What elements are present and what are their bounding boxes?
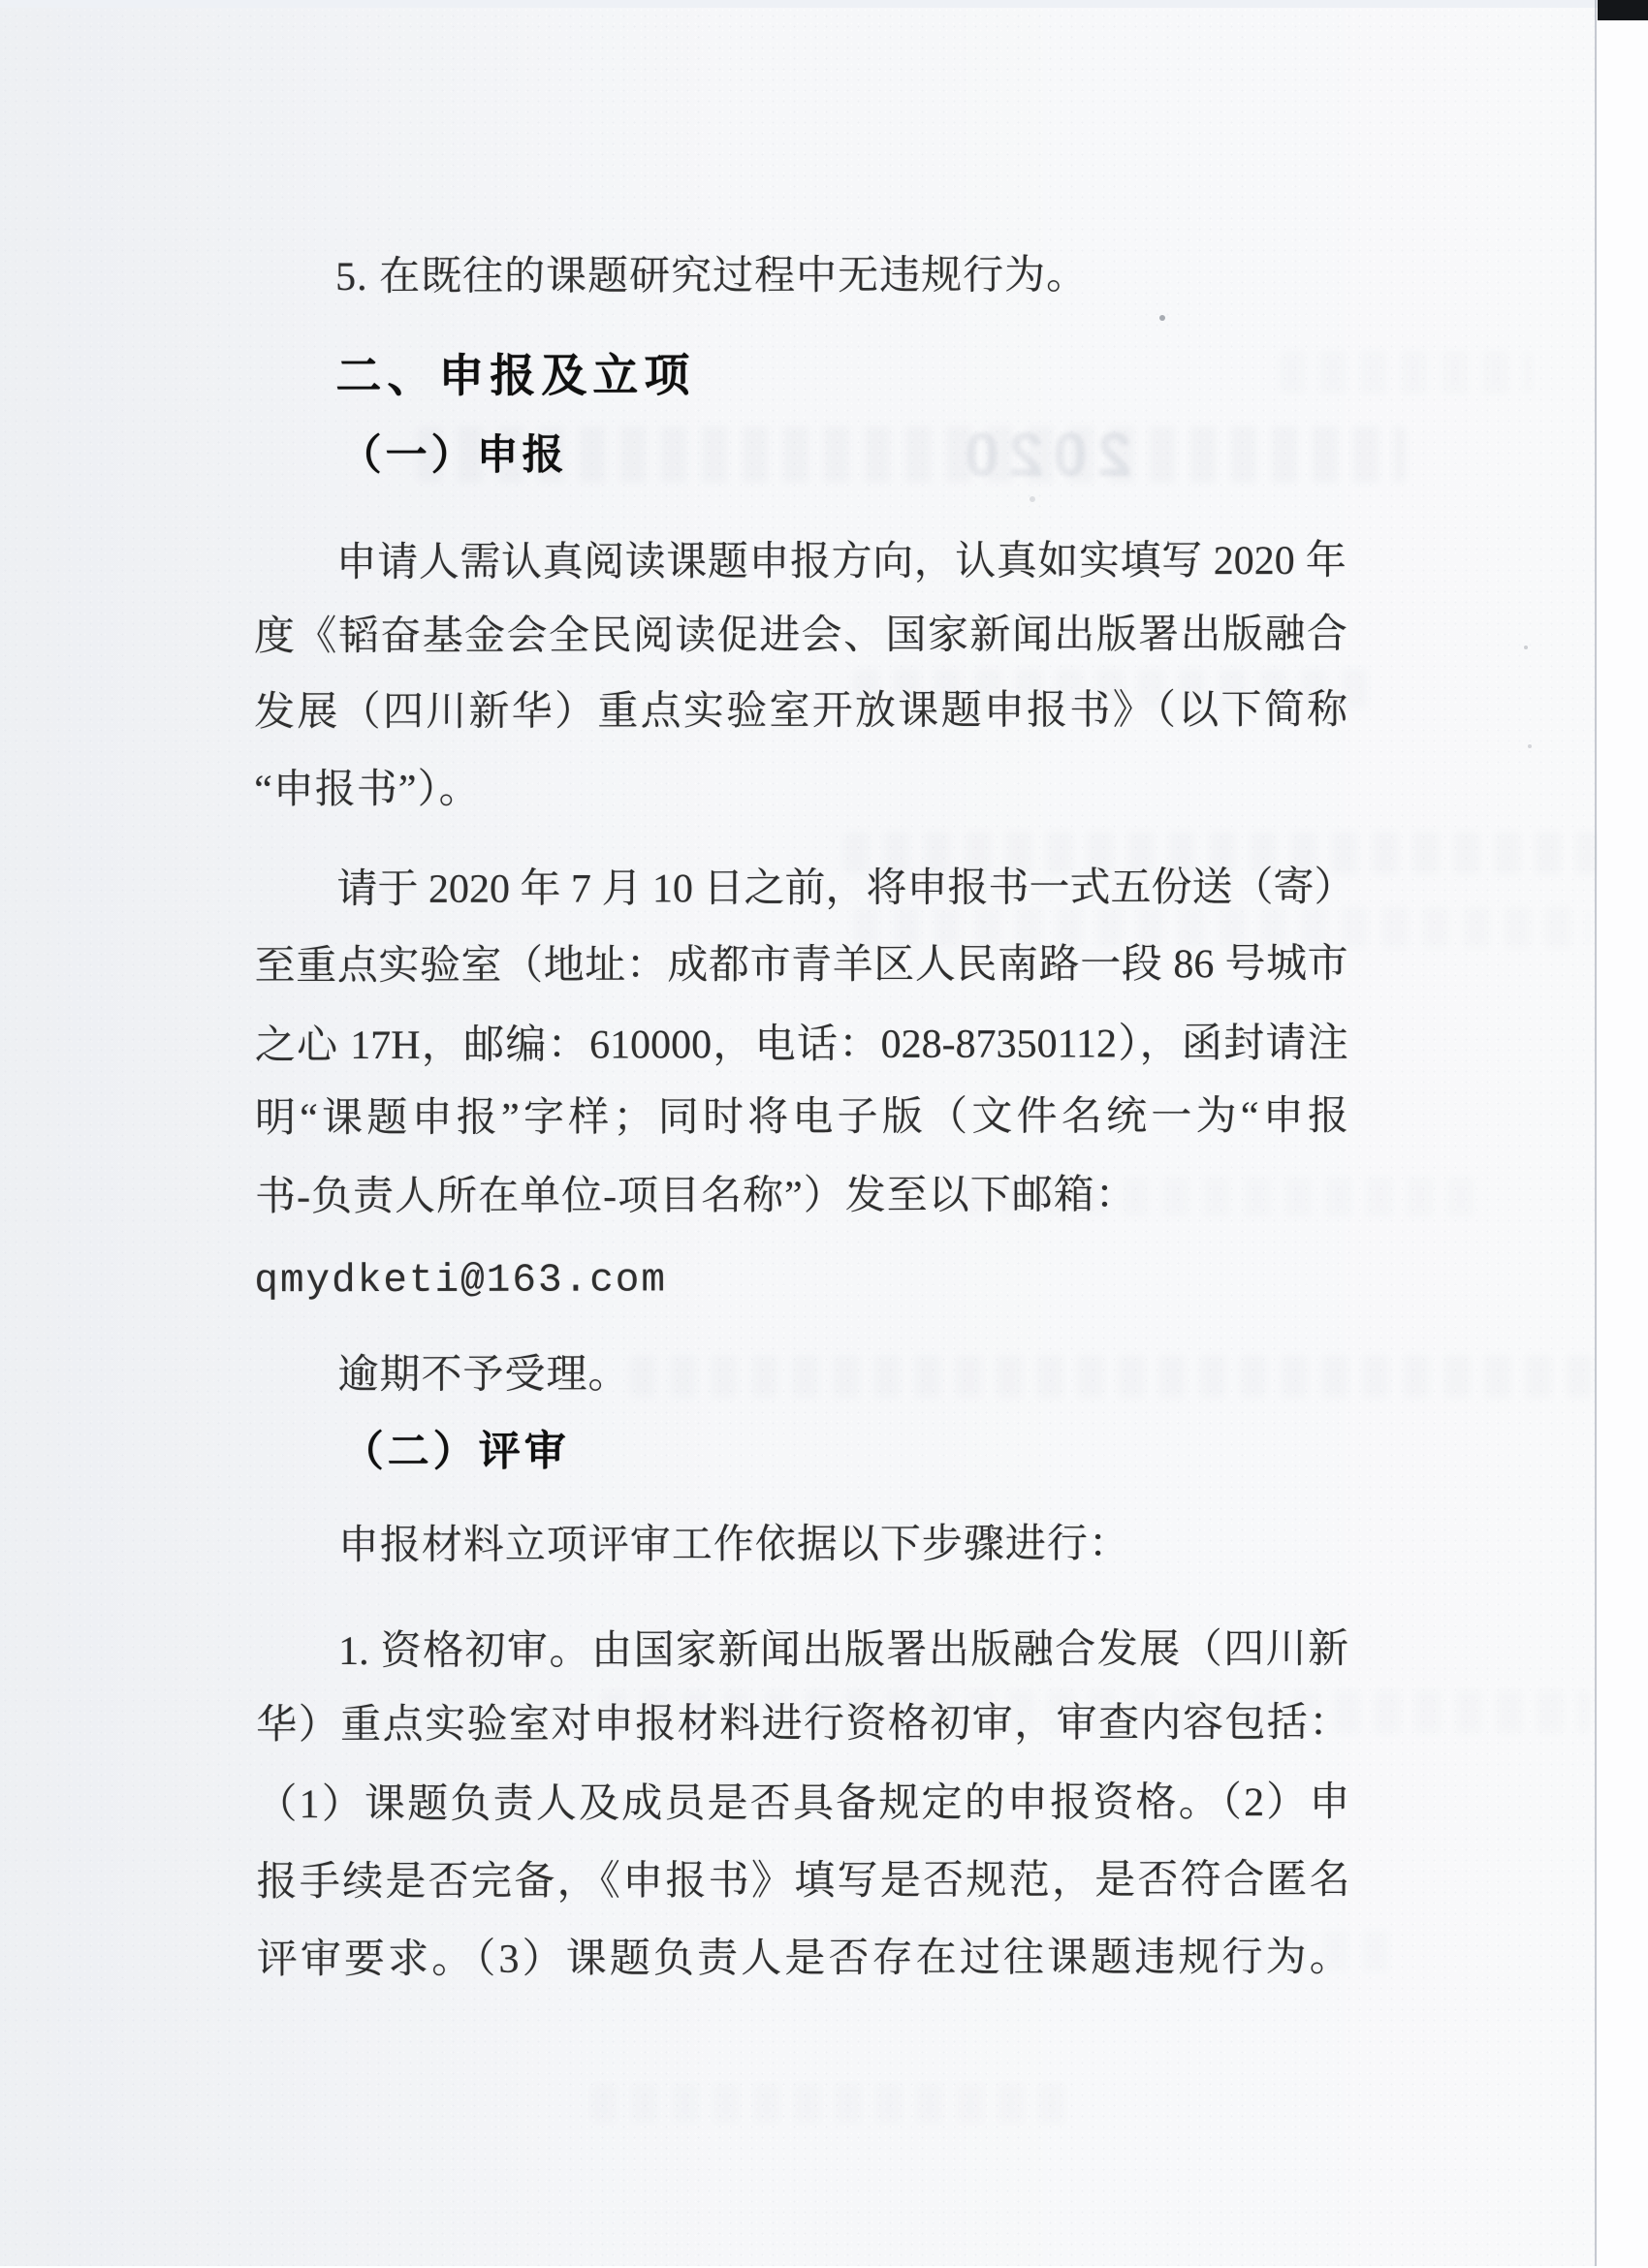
doc-line-p3l1: 1. 资格初审。由国家新闻出版署出版融合发展（四川新 [338, 1626, 1349, 1675]
doc-line-p3l2: 华）重点实验室对申报材料进行资格初审，审查内容包括： [256, 1700, 1350, 1748]
doc-line-p2l5: 书-负责人所在单位-项目名称”）发至以下邮箱： [255, 1173, 1137, 1220]
contact-email: qmydketi@163.com [254, 1258, 668, 1305]
doc-line-p1l2: 度《韬奋基金会全民阅读促进会、国家新闻出版署出版融合 [253, 612, 1347, 660]
scanner-background-strip [1598, 0, 1648, 2266]
doc-line-p2l2: 至重点实验室（地址：成都市青羊区人民南路一段 86 号城市 [254, 941, 1348, 990]
doc-line-p1l3: 发展（四川新华）重点实验室开放课题申报书》（以下简称 [254, 687, 1348, 736]
doc-line-p2l1: 请于 2020 年 7 月 10 日之前，将申报书一式五份送（寄） [336, 865, 1355, 913]
subsection-heading-1: （一）申报 [339, 431, 568, 480]
section-heading-2: 二、申报及立项 [335, 349, 696, 402]
doc-line-p2l4: 明“课题申报”字样；同时将电子版（文件名统一为“申报 [254, 1093, 1349, 1142]
doc-line-review-intro: 申报材料立项评审工作依据以下步骤进行： [337, 1522, 1130, 1569]
doc-line-p1l1: 申请人需认真阅读课题申报方向，认真如实填写 2020 年 [335, 538, 1347, 586]
doc-line-p2l3: 之心 17H，邮编：610000，电话：028-87350112），函封请注 [254, 1021, 1348, 1069]
subsection-heading-2: （二）评审 [341, 1428, 570, 1476]
paper-edge-line [1595, 0, 1597, 2266]
doc-line-overdue: 逾期不予受理。 [337, 1352, 630, 1399]
doc-line-p3l5: 评审要求。（3）课题负责人是否存在过往课题违规行为。 [256, 1935, 1350, 1983]
doc-line-p3l3: （1）课题负责人及成员是否具备规定的申报资格。（2）申 [256, 1780, 1350, 1828]
bleed-through-ghost-2020: 2020 [955, 420, 1132, 489]
doc-line-p1l4: “申报书”）。 [254, 767, 481, 813]
doc-line-p3l4: 报手续是否完备，《申报书》填写是否规范，是否符合匿名 [256, 1857, 1350, 1906]
doc-line-item5: 5. 在既往的课题研究过程中无违规行为。 [335, 253, 1089, 300]
scanner-corner-black-mark [1598, 0, 1648, 20]
